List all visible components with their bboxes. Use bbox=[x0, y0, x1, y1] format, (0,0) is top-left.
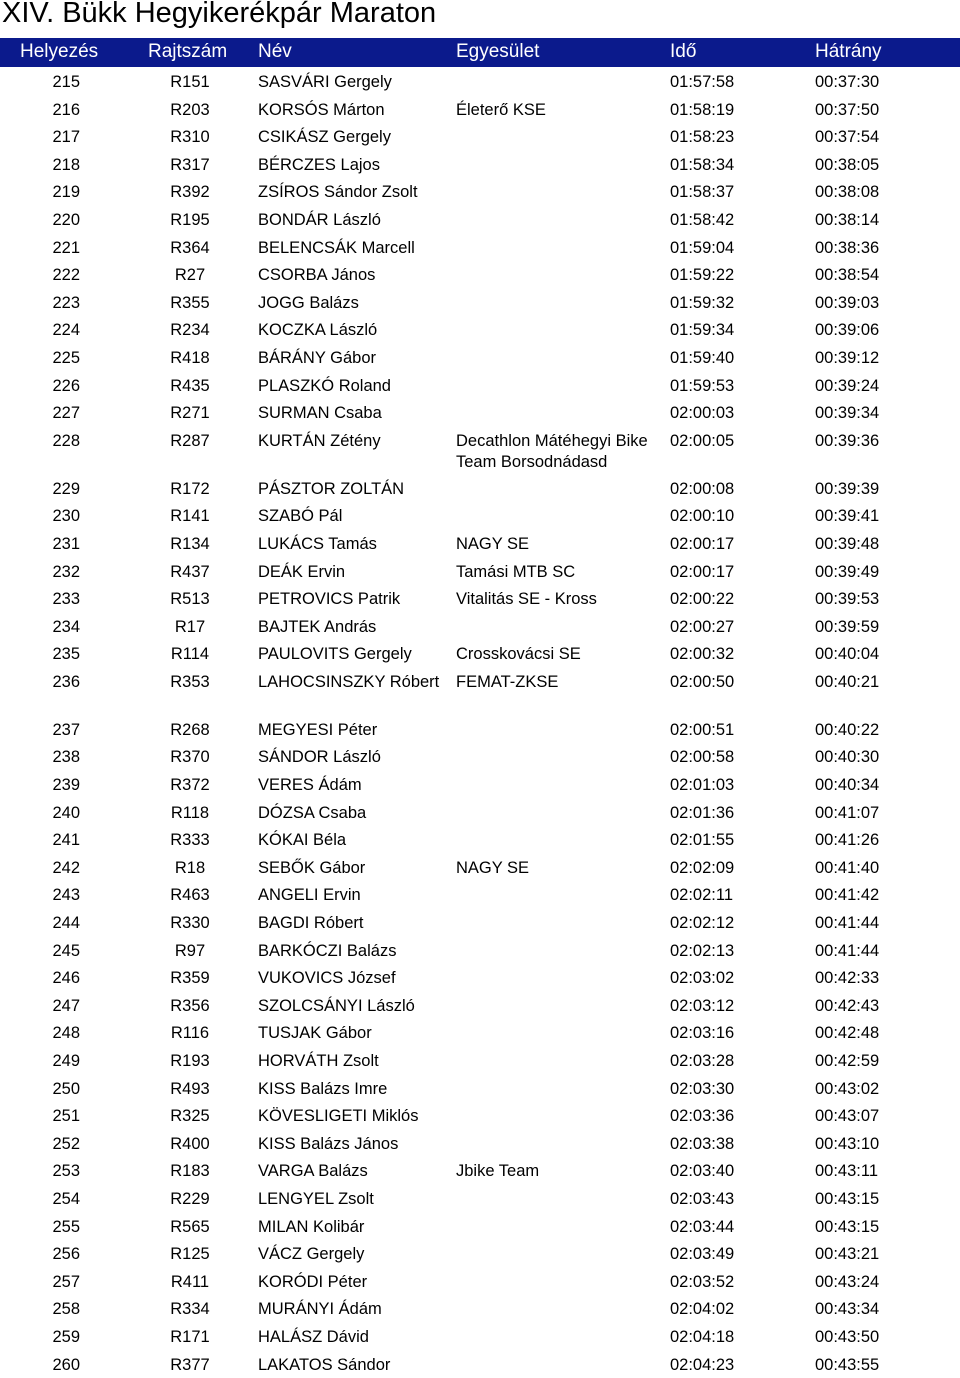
cell-time: 01:58:23 bbox=[670, 128, 735, 147]
table-row bbox=[0, 1102, 960, 1130]
cell-time: 02:00:08 bbox=[670, 479, 735, 498]
cell-behind: 00:38:14 bbox=[815, 210, 880, 229]
cell-bib: R287 bbox=[170, 431, 210, 450]
cell-time: 02:03:43 bbox=[670, 1189, 735, 1208]
cell-bib: R370 bbox=[170, 748, 210, 767]
cell-behind: 00:39:34 bbox=[815, 404, 880, 423]
page-title: XIV. Bükk Hegyikerékpár Maraton bbox=[2, 0, 437, 29]
cell-name: KISS Balázs János bbox=[258, 1134, 399, 1153]
cell-name: SASVÁRI Gergely bbox=[258, 73, 392, 91]
cell-time: 02:00:17 bbox=[670, 562, 735, 581]
cell-behind: 00:38:05 bbox=[815, 155, 880, 174]
cell-position: 233 bbox=[52, 590, 80, 609]
table-row bbox=[0, 502, 960, 530]
table-row bbox=[0, 234, 960, 262]
cell-behind: 00:40:22 bbox=[815, 720, 880, 739]
cell-name: SZOLCSÁNYI László bbox=[258, 996, 415, 1015]
cell-bib: R330 bbox=[170, 914, 210, 933]
cell-time: 02:01:36 bbox=[670, 803, 735, 822]
table-row bbox=[0, 937, 960, 965]
cell-name: MILAN Kolibár bbox=[258, 1217, 365, 1236]
table-row bbox=[0, 854, 960, 882]
table-row bbox=[0, 992, 960, 1020]
cell-bib: R317 bbox=[170, 155, 210, 174]
cell-position: 225 bbox=[52, 348, 80, 367]
table-row bbox=[0, 613, 960, 641]
cell-time: 02:03:02 bbox=[670, 969, 735, 988]
cell-bib: R271 bbox=[170, 404, 210, 423]
table-row bbox=[0, 1323, 960, 1351]
cell-bib: R234 bbox=[170, 321, 210, 340]
cell-time: 01:58:37 bbox=[670, 183, 735, 202]
cell-name: BAGDI Róbert bbox=[258, 914, 364, 933]
cell-bib: R325 bbox=[170, 1107, 210, 1126]
cell-bib: R125 bbox=[170, 1245, 210, 1264]
cell-time: 02:03:36 bbox=[670, 1107, 735, 1126]
cell-bib: R435 bbox=[170, 376, 210, 395]
cell-behind: 00:42:48 bbox=[815, 1024, 880, 1043]
cell-position: 218 bbox=[52, 155, 80, 174]
cell-position: 223 bbox=[52, 293, 80, 312]
cell-position: 238 bbox=[52, 748, 80, 767]
cell-position: 243 bbox=[52, 886, 80, 905]
cell-behind: 00:37:54 bbox=[815, 128, 880, 147]
cell-bib: R268 bbox=[170, 720, 210, 739]
cell-behind: 00:43:55 bbox=[815, 1355, 880, 1374]
header-position: Helyezés bbox=[20, 41, 99, 62]
cell-position: 245 bbox=[52, 941, 80, 960]
cell-club: Crosskovácsi SE bbox=[456, 645, 581, 664]
cell-name: ANGELI Ervin bbox=[258, 886, 361, 905]
cell-name: BONDÁR László bbox=[258, 210, 381, 229]
cell-bib: R355 bbox=[170, 293, 210, 312]
cell-position: 215 bbox=[52, 73, 80, 91]
table-row bbox=[0, 427, 960, 475]
table-row bbox=[0, 771, 960, 799]
cell-time: 02:00:17 bbox=[670, 534, 735, 553]
cell-bib: R229 bbox=[170, 1189, 210, 1208]
cell-position: 247 bbox=[52, 996, 80, 1015]
cell-time: 02:02:11 bbox=[670, 886, 734, 905]
table-row bbox=[0, 344, 960, 372]
cell-position: 248 bbox=[52, 1024, 80, 1043]
table-row bbox=[0, 261, 960, 289]
cell-position: 252 bbox=[52, 1134, 80, 1153]
table-row bbox=[0, 68, 960, 96]
cell-time: 02:00:51 bbox=[670, 720, 735, 739]
table-row bbox=[0, 1185, 960, 1213]
cell-time: 02:03:28 bbox=[670, 1052, 735, 1070]
table-row bbox=[0, 151, 960, 179]
cell-time: 02:03:16 bbox=[670, 1024, 735, 1043]
cell-club: Tamási MTB SC bbox=[456, 562, 576, 581]
cell-name: DÓZSA Csaba bbox=[258, 803, 367, 822]
cell-behind: 00:41:40 bbox=[815, 858, 880, 877]
cell-position: 217 bbox=[52, 128, 80, 147]
cell-name: VÁCZ Gergely bbox=[258, 1245, 365, 1264]
cell-bib: R463 bbox=[170, 886, 210, 905]
cell-bib: R437 bbox=[170, 562, 210, 581]
cell-bib: R183 bbox=[170, 1162, 210, 1181]
cell-name: TUSJAK Gábor bbox=[258, 1024, 372, 1043]
cell-position: 222 bbox=[52, 266, 80, 285]
header-club: Egyesület bbox=[456, 41, 540, 62]
cell-behind: 00:43:11 bbox=[815, 1162, 879, 1181]
cell-behind: 00:42:43 bbox=[815, 996, 880, 1015]
cell-position: 226 bbox=[52, 376, 80, 395]
table-row bbox=[0, 475, 960, 503]
cell-name: VARGA Balázs bbox=[258, 1162, 368, 1181]
cell-name: PAULOVITS Gergely bbox=[258, 645, 412, 664]
table-row bbox=[0, 1268, 960, 1296]
cell-name: KÖVESLIGETI Miklós bbox=[258, 1107, 419, 1126]
cell-time: 02:03:44 bbox=[670, 1217, 735, 1236]
cell-time: 02:00:58 bbox=[670, 748, 735, 767]
cell-club: Jbike Team bbox=[456, 1162, 540, 1181]
table-row bbox=[0, 206, 960, 234]
cell-behind: 00:40:34 bbox=[815, 776, 880, 795]
cell-name: CSORBA János bbox=[258, 266, 376, 285]
table-row bbox=[0, 399, 960, 427]
cell-club: Decathlon Mátéhegyi Bike Team Borsodnádasd bbox=[456, 431, 648, 471]
cell-time: 02:04:02 bbox=[670, 1300, 735, 1319]
cell-behind: 00:39:06 bbox=[815, 321, 880, 340]
cell-behind: 00:39:03 bbox=[815, 293, 880, 312]
cell-name: BARKÓCZI Balázs bbox=[258, 941, 397, 960]
cell-time: 02:01:55 bbox=[670, 831, 735, 850]
table-row bbox=[0, 178, 960, 206]
cell-position: 242 bbox=[52, 858, 80, 877]
cell-name: VERES Ádám bbox=[258, 776, 362, 795]
cell-time: 01:58:19 bbox=[670, 100, 735, 119]
table-row bbox=[0, 1351, 960, 1378]
cell-bib: R114 bbox=[170, 645, 210, 664]
cell-time: 01:59:53 bbox=[670, 376, 735, 395]
cell-time: 02:03:52 bbox=[670, 1272, 735, 1291]
cell-position: 227 bbox=[52, 404, 80, 423]
cell-behind: 00:39:53 bbox=[815, 590, 880, 609]
cell-name: KOCZKA László bbox=[258, 321, 378, 340]
table-row bbox=[0, 1075, 960, 1103]
cell-time: 01:58:42 bbox=[670, 210, 735, 229]
cell-name: KORSÓS Márton bbox=[258, 100, 385, 119]
cell-bib: R418 bbox=[170, 348, 210, 367]
cell-time: 01:59:34 bbox=[670, 321, 735, 340]
cell-bib: R513 bbox=[170, 590, 210, 609]
cell-behind: 00:39:39 bbox=[815, 479, 880, 498]
cell-name: HORVÁTH Zsolt bbox=[258, 1052, 379, 1070]
table-row bbox=[0, 668, 960, 716]
cell-position: 231 bbox=[52, 534, 80, 553]
table-row bbox=[0, 1157, 960, 1185]
table-row bbox=[0, 1295, 960, 1323]
cell-behind: 00:43:15 bbox=[815, 1189, 880, 1208]
cell-behind: 00:41:44 bbox=[815, 914, 880, 933]
cell-name: SZABÓ Pál bbox=[258, 507, 343, 526]
cell-bib: R493 bbox=[170, 1079, 210, 1098]
table-row bbox=[0, 1019, 960, 1047]
table-row bbox=[0, 716, 960, 744]
cell-behind: 00:40:30 bbox=[815, 748, 880, 767]
cell-time: 02:01:03 bbox=[670, 776, 735, 795]
cell-bib: R334 bbox=[170, 1300, 210, 1319]
cell-bib: R400 bbox=[170, 1134, 210, 1153]
cell-time: 02:02:13 bbox=[670, 941, 735, 960]
cell-time: 02:03:38 bbox=[670, 1134, 735, 1153]
cell-time: 02:03:49 bbox=[670, 1245, 735, 1264]
cell-position: 234 bbox=[52, 617, 80, 636]
cell-name: KORÓDI Péter bbox=[258, 1272, 368, 1291]
cell-name: LUKÁCS Tamás bbox=[258, 534, 377, 553]
cell-behind: 00:41:07 bbox=[815, 803, 880, 822]
cell-name: ZSÍROS Sándor Zsolt bbox=[258, 183, 418, 202]
cell-bib: R411 bbox=[170, 1272, 210, 1291]
cell-position: 251 bbox=[52, 1107, 80, 1126]
cell-position: 244 bbox=[52, 914, 80, 933]
table-row bbox=[0, 96, 960, 124]
cell-position: 229 bbox=[52, 479, 80, 498]
table-row bbox=[0, 289, 960, 317]
cell-name: CSIKÁSZ Gergely bbox=[258, 128, 391, 147]
header-behind: Hátrány bbox=[815, 41, 882, 62]
cell-name: DEÁK Ervin bbox=[258, 562, 346, 581]
table-row bbox=[0, 585, 960, 613]
cell-behind: 00:43:07 bbox=[815, 1107, 880, 1126]
cell-position: 241 bbox=[52, 831, 80, 850]
cell-behind: 00:42:59 bbox=[815, 1052, 880, 1070]
cell-time: 02:00:10 bbox=[670, 507, 735, 526]
cell-behind: 00:41:42 bbox=[815, 886, 880, 905]
header-bib: Rajtszám bbox=[148, 41, 228, 62]
cell-time: 02:04:23 bbox=[670, 1355, 735, 1374]
cell-time: 02:00:05 bbox=[670, 431, 735, 450]
cell-bib: R171 bbox=[170, 1327, 210, 1346]
cell-club: NAGY SE bbox=[456, 858, 530, 877]
cell-name: HALÁSZ Dávid bbox=[258, 1327, 369, 1346]
cell-position: 240 bbox=[52, 803, 80, 822]
cell-position: 216 bbox=[52, 100, 80, 119]
cell-bib: R172 bbox=[170, 479, 210, 498]
table-header bbox=[0, 38, 960, 67]
cell-behind: 00:39:12 bbox=[815, 348, 880, 367]
table-row bbox=[0, 1130, 960, 1158]
cell-bib: R97 bbox=[174, 941, 206, 960]
cell-behind: 00:38:54 bbox=[815, 266, 880, 285]
cell-bib: R353 bbox=[170, 672, 210, 691]
cell-position: 235 bbox=[52, 645, 80, 664]
cell-time: 01:58:34 bbox=[670, 155, 735, 174]
header-name: Név bbox=[258, 41, 292, 62]
cell-time: 02:00:03 bbox=[670, 404, 735, 423]
cell-bib: R359 bbox=[170, 969, 210, 988]
cell-position: 246 bbox=[52, 969, 80, 988]
cell-bib: R193 bbox=[170, 1052, 210, 1070]
cell-position: 256 bbox=[52, 1245, 80, 1264]
cell-name: KISS Balázs Imre bbox=[258, 1079, 388, 1098]
cell-name: SÁNDOR László bbox=[258, 748, 381, 767]
cell-time: 02:00:32 bbox=[670, 645, 735, 664]
cell-behind: 00:39:36 bbox=[815, 431, 880, 450]
table-row bbox=[0, 558, 960, 586]
cell-behind: 00:43:21 bbox=[815, 1245, 880, 1264]
cell-behind: 00:43:15 bbox=[815, 1217, 880, 1236]
cell-position: 236 bbox=[52, 672, 80, 691]
table-row bbox=[0, 372, 960, 400]
cell-behind: 00:39:48 bbox=[815, 534, 880, 553]
cell-behind: 00:39:49 bbox=[815, 562, 880, 581]
cell-name: SEBŐK Gábor bbox=[258, 858, 366, 877]
cell-name: SURMAN Csaba bbox=[258, 404, 382, 423]
cell-name: KURTÁN Zétény bbox=[258, 431, 381, 450]
cell-position: 253 bbox=[52, 1162, 80, 1181]
cell-bib: R27 bbox=[174, 266, 206, 285]
cell-position: 258 bbox=[52, 1300, 80, 1319]
cell-behind: 00:38:36 bbox=[815, 238, 880, 257]
cell-time: 02:02:12 bbox=[670, 914, 735, 933]
cell-time: 02:03:12 bbox=[670, 996, 735, 1015]
cell-time: 02:00:22 bbox=[670, 590, 735, 609]
cell-bib: R203 bbox=[170, 100, 210, 119]
table-row bbox=[0, 123, 960, 151]
cell-behind: 00:43:10 bbox=[815, 1134, 880, 1153]
table-row bbox=[0, 826, 960, 854]
results-table bbox=[0, 68, 960, 1378]
table-row bbox=[0, 1047, 960, 1075]
table-row bbox=[0, 530, 960, 558]
cell-name: BELENCSÁK Marcell bbox=[258, 238, 415, 257]
cell-name: BÁRÁNY Gábor bbox=[258, 348, 376, 367]
cell-club: NAGY SE bbox=[456, 534, 530, 553]
cell-position: 249 bbox=[52, 1052, 80, 1070]
cell-bib: R116 bbox=[170, 1024, 210, 1043]
cell-name: BÉRCZES Lajos bbox=[258, 155, 380, 174]
cell-time: 02:00:50 bbox=[670, 672, 735, 691]
cell-name: BAJTEK András bbox=[258, 617, 377, 636]
cell-position: 224 bbox=[52, 321, 80, 340]
cell-behind: 00:43:02 bbox=[815, 1079, 880, 1098]
cell-bib: R310 bbox=[170, 128, 210, 147]
cell-name: PLASZKÓ Roland bbox=[258, 376, 391, 395]
cell-bib: R377 bbox=[170, 1355, 210, 1374]
cell-name: LAHOCSINSZKY Róbert bbox=[258, 672, 440, 691]
cell-position: 228 bbox=[52, 431, 80, 450]
cell-behind: 00:40:04 bbox=[815, 645, 880, 664]
table-row bbox=[0, 799, 960, 827]
cell-position: 254 bbox=[52, 1189, 80, 1208]
cell-time: 01:59:32 bbox=[670, 293, 735, 312]
cell-name: LAKATOS Sándor bbox=[258, 1355, 391, 1374]
cell-position: 260 bbox=[52, 1355, 80, 1374]
table-row bbox=[0, 743, 960, 771]
cell-position: 257 bbox=[52, 1272, 80, 1291]
cell-name: VUKOVICS József bbox=[258, 969, 396, 988]
cell-bib: R392 bbox=[170, 183, 210, 202]
cell-bib: R141 bbox=[170, 507, 210, 526]
cell-club: FEMAT-ZKSE bbox=[456, 672, 559, 691]
cell-bib: R372 bbox=[170, 776, 210, 795]
cell-name: PÁSZTOR ZOLTÁN bbox=[258, 479, 405, 498]
cell-behind: 00:39:59 bbox=[815, 617, 880, 636]
cell-bib: R356 bbox=[170, 996, 210, 1015]
cell-position: 219 bbox=[52, 183, 80, 202]
cell-position: 259 bbox=[52, 1327, 80, 1346]
cell-behind: 00:39:41 bbox=[815, 507, 880, 526]
cell-behind: 00:37:50 bbox=[815, 100, 880, 119]
table-row bbox=[0, 881, 960, 909]
cell-position: 237 bbox=[52, 720, 80, 739]
cell-time: 02:04:18 bbox=[670, 1327, 735, 1346]
cell-bib: R195 bbox=[170, 210, 210, 229]
table-row bbox=[0, 1213, 960, 1241]
cell-bib: R364 bbox=[170, 238, 210, 257]
cell-bib: R151 bbox=[170, 73, 210, 91]
cell-time: 01:59:40 bbox=[670, 348, 735, 367]
cell-time: 02:00:27 bbox=[670, 617, 735, 636]
cell-bib: R118 bbox=[170, 803, 210, 822]
cell-name: PETROVICS Patrik bbox=[258, 590, 401, 609]
cell-position: 230 bbox=[52, 507, 80, 526]
cell-bib: R18 bbox=[174, 858, 206, 877]
cell-name: LENGYEL Zsolt bbox=[258, 1189, 374, 1208]
cell-position: 255 bbox=[52, 1217, 80, 1236]
cell-position: 250 bbox=[52, 1079, 80, 1098]
cell-behind: 00:43:34 bbox=[815, 1300, 880, 1319]
table-row bbox=[0, 1240, 960, 1268]
cell-name: JOGG Balázs bbox=[258, 293, 359, 312]
cell-bib: R17 bbox=[174, 617, 206, 636]
cell-behind: 00:41:26 bbox=[815, 831, 880, 850]
cell-behind: 00:40:21 bbox=[815, 672, 880, 691]
table-row bbox=[0, 964, 960, 992]
cell-time: 01:57:58 bbox=[670, 73, 735, 91]
cell-bib: R134 bbox=[170, 534, 210, 553]
cell-bib: R333 bbox=[170, 831, 210, 850]
cell-behind: 00:38:08 bbox=[815, 183, 880, 202]
cell-time: 02:02:09 bbox=[670, 858, 735, 877]
header-time: Idő bbox=[670, 41, 697, 62]
cell-time: 02:03:30 bbox=[670, 1079, 735, 1098]
cell-position: 232 bbox=[52, 562, 80, 581]
cell-behind: 00:43:50 bbox=[815, 1327, 880, 1346]
cell-position: 220 bbox=[52, 210, 80, 229]
cell-behind: 00:43:24 bbox=[815, 1272, 880, 1291]
table-row bbox=[0, 909, 960, 937]
cell-name: KÓKAI Béla bbox=[258, 831, 347, 850]
cell-time: 02:03:40 bbox=[670, 1162, 735, 1181]
cell-club: Életerő KSE bbox=[456, 100, 546, 119]
cell-bib: R565 bbox=[170, 1217, 210, 1236]
cell-name: MURÁNYI Ádám bbox=[258, 1300, 382, 1319]
cell-behind: 00:37:30 bbox=[815, 73, 880, 91]
cell-position: 221 bbox=[52, 238, 80, 257]
cell-time: 01:59:04 bbox=[670, 238, 735, 257]
cell-behind: 00:39:24 bbox=[815, 376, 880, 395]
cell-behind: 00:42:33 bbox=[815, 969, 880, 988]
table-row bbox=[0, 640, 960, 668]
cell-club: Vitalitás SE - Kross bbox=[456, 590, 597, 609]
cell-time: 01:59:22 bbox=[670, 266, 735, 285]
cell-behind: 00:41:44 bbox=[815, 941, 880, 960]
table-row bbox=[0, 316, 960, 344]
cell-position: 239 bbox=[52, 776, 80, 795]
cell-name: MEGYESI Péter bbox=[258, 720, 378, 739]
